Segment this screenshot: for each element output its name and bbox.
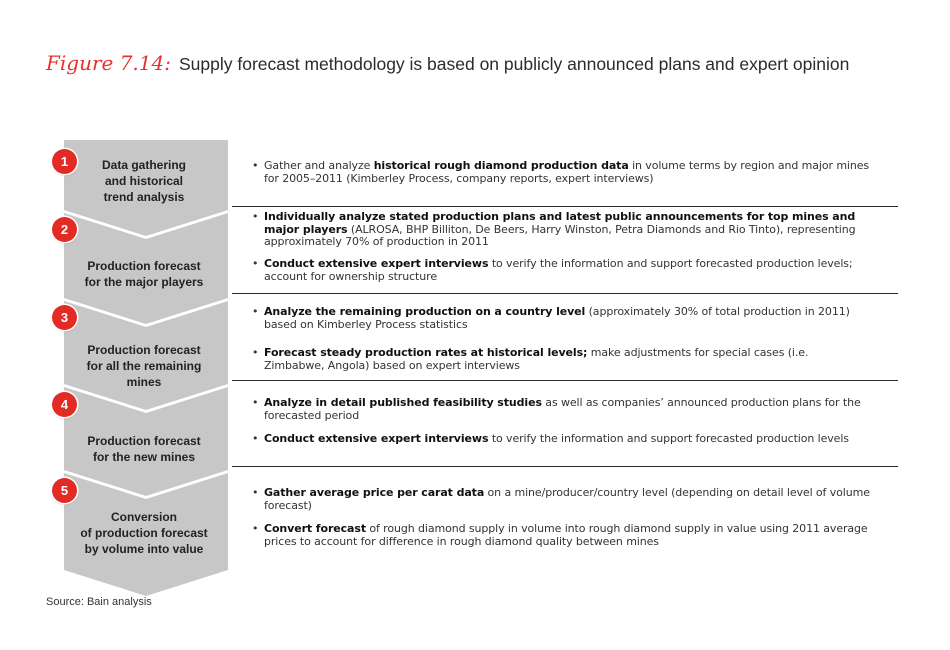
step-5-label bbox=[68, 509, 220, 557]
bullet-regular-text: as well as companies’ announced production plans for the forecasted period bbox=[264, 396, 861, 422]
bullet-bold-text: Analyze in detail published feasibility studies bbox=[264, 396, 542, 409]
source-note: Source: Bain analysis bbox=[46, 596, 152, 608]
bullet-dot: • bbox=[252, 305, 259, 318]
step-5-bullet-2 bbox=[252, 523, 872, 548]
step-4-bullet-2 bbox=[252, 433, 872, 446]
step-2-bullet-2 bbox=[252, 258, 872, 283]
bullet-bold-text: Convert forecast bbox=[264, 522, 366, 535]
step-label-line: Production forecast bbox=[87, 343, 201, 357]
bullet-regular-text: (ALROSA, BHP Billiton, De Beers, Harry Winston, Petra Diamonds and Rio Tinto), representing approximately 70% of production in 2011 bbox=[264, 222, 856, 248]
bullet-regular-text: in volume terms by region and major mines for 2005–2011 (Kimberley Process, company reports, expert interviews) bbox=[264, 159, 870, 185]
bullet-bold-text: Gather average price per carat data bbox=[264, 486, 485, 499]
step-label-line: of production forecast bbox=[80, 526, 208, 540]
bullet-text bbox=[264, 487, 872, 512]
step-4-bullet-1 bbox=[252, 397, 872, 422]
step-label-line: by volume into value bbox=[84, 542, 204, 556]
step-1-bullet-1 bbox=[252, 160, 872, 185]
step-2-label bbox=[68, 258, 220, 290]
step-label-line: mines bbox=[126, 375, 162, 389]
step-3-number-badge: 3 bbox=[52, 305, 77, 330]
step-2-number-badge: 2 bbox=[52, 217, 77, 242]
figure-title-text: Supply forecast methodology is based on publicly announced plans and expert opinion bbox=[178, 54, 850, 74]
step-4-label bbox=[68, 433, 220, 465]
bullet-bold-text: Individually analyze stated production plans and latest public announcements for top mines and major players bbox=[264, 210, 856, 236]
bullet-dot: • bbox=[252, 257, 259, 270]
bullet-text bbox=[264, 306, 872, 331]
row-divider bbox=[232, 380, 898, 381]
bullet-dot: • bbox=[252, 486, 259, 499]
row-divider bbox=[232, 293, 898, 294]
bullet-regular-text: of rough diamond supply in volume into rough diamond supply in value using 2011 average prices to account for difference in rough diamond quality between mines bbox=[264, 522, 868, 548]
step-label-line: and historical bbox=[104, 174, 184, 188]
step-label-line: for the major players bbox=[84, 275, 204, 289]
step-label-line: Production forecast bbox=[87, 434, 201, 448]
step-4-number-badge: 4 bbox=[52, 392, 77, 417]
bullet-regular-text: to verify the information and support forecasted production levels; account for ownership structure bbox=[264, 257, 853, 283]
bullet-text bbox=[264, 433, 872, 446]
bullet-regular-text: to verify the information and support forecasted production levels bbox=[488, 432, 849, 445]
step-1-label bbox=[68, 157, 220, 205]
step-2-bullet-1 bbox=[252, 211, 872, 249]
bullet-bold-text: historical rough diamond production data bbox=[373, 159, 629, 172]
bullet-bold-text: Forecast steady production rates at historical levels; bbox=[264, 346, 588, 359]
bullet-regular-text: on a mine/producer/country level (depending on detail level of volume forecast) bbox=[264, 486, 870, 512]
row-divider bbox=[232, 206, 898, 207]
bullet-text bbox=[264, 258, 872, 283]
step-label-line: Data gathering bbox=[101, 158, 186, 172]
step-5-number-badge: 5 bbox=[52, 478, 77, 503]
step-3-label bbox=[68, 342, 220, 390]
bullet-regular-text: make adjustments for special cases (i.e. Zimbabwe, Angola) based on expert interviews bbox=[264, 346, 809, 372]
bullet-bold-text: Conduct extensive expert interviews bbox=[264, 257, 489, 270]
bullet-bold-text: Analyze the remaining production on a country level bbox=[264, 305, 586, 318]
step-label-line: for all the remaining bbox=[86, 359, 202, 373]
bullet-dot: • bbox=[252, 159, 259, 172]
bullet-text bbox=[264, 211, 872, 249]
step-3-bullet-1 bbox=[252, 306, 872, 331]
step-label-line: Conversion bbox=[110, 510, 177, 524]
bullet-text bbox=[264, 347, 872, 372]
bullet-dot: • bbox=[252, 210, 259, 223]
bullet-regular-text: (approximately 30% of total production in 2011) based on Kimberley Process statistics bbox=[264, 305, 850, 331]
step-label-line: trend analysis bbox=[103, 190, 185, 204]
bullet-text bbox=[264, 160, 872, 185]
row-divider bbox=[232, 466, 898, 467]
step-label-line: Production forecast bbox=[87, 259, 201, 273]
bullet-text bbox=[264, 523, 872, 548]
figure-title bbox=[46, 51, 849, 75]
bullet-dot: • bbox=[252, 432, 259, 445]
bullet-regular-text: Gather and analyze bbox=[264, 159, 374, 172]
bullet-dot: • bbox=[252, 522, 259, 535]
figure-label: Figure 7.14: bbox=[46, 51, 171, 75]
step-label-line: for the new mines bbox=[92, 450, 196, 464]
bullet-text bbox=[264, 397, 872, 422]
step-5-bullet-1 bbox=[252, 487, 872, 512]
bullet-dot: • bbox=[252, 396, 259, 409]
bullet-bold-text: Conduct extensive expert interviews bbox=[264, 432, 489, 445]
step-3-bullet-2 bbox=[252, 347, 872, 372]
bullet-dot: • bbox=[252, 346, 259, 359]
step-1-number-badge: 1 bbox=[52, 149, 77, 174]
